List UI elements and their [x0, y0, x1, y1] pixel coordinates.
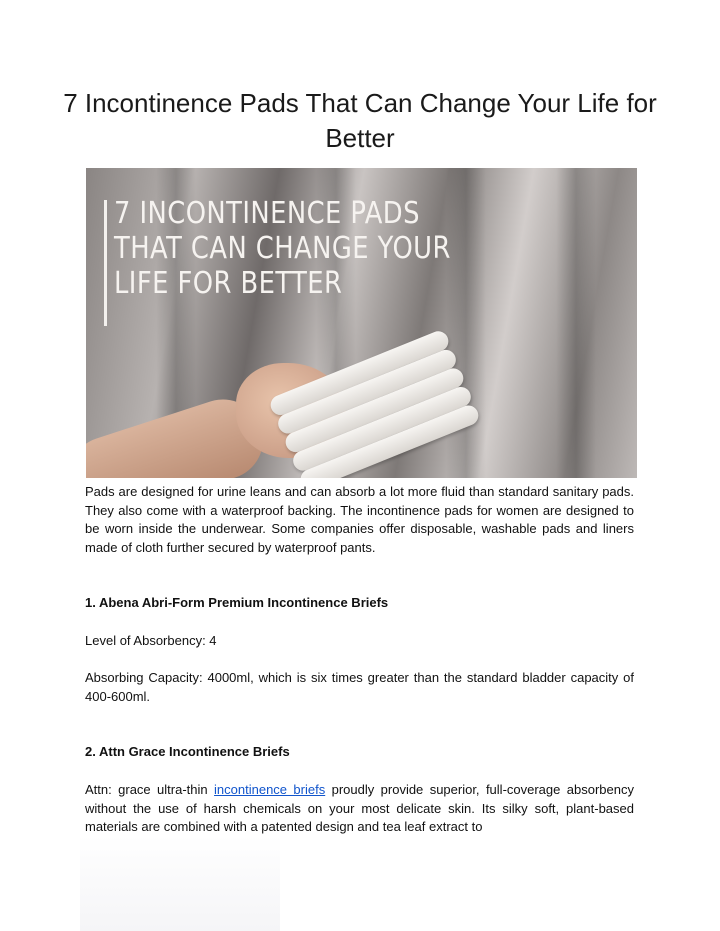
section-heading-2: 2. Attn Grace Incontinence Briefs — [85, 744, 290, 759]
section2-text-before: Attn: grace ultra-thin — [85, 782, 215, 797]
absorbing-capacity: Absorbing Capacity: 4000ml, which is six times greater than the standard bladder capacity of 400-600ml. — [85, 670, 634, 704]
section2-paragraph — [85, 781, 634, 837]
page-title: 7 Incontinence Pads That Can Change Your Life for Better — [63, 88, 657, 153]
section2-text-after: proudly provide superior, full-coverage absorbency without the use of harsh chemicals on your most delicate skin. Its silky soft, plant-based materials are combined with a patented design and tea leaf extract to — [85, 782, 634, 835]
section-heading-1: 1. Abena Abri-Form Premium Incontinence Briefs — [85, 595, 389, 610]
curtain-fold — [556, 168, 596, 478]
hero-headline: 7 INCONTINENCE PADS THAT CAN CHANGE YOUR LIFE FOR BETTER — [114, 196, 451, 301]
absorbency-level: Level of Absorbency: 4 — [85, 633, 217, 648]
intro-paragraph: Pads are designed for urine leans and can absorb a lot more fluid than standard sanitary pads. They also come with a waterproof backing. The incontinence pads for women are designed to be worn inside the underwear. Some companies offer disposable, washable pads and liners made of cloth further secured by waterproof pants. — [85, 484, 634, 555]
hero-image — [86, 168, 637, 478]
scan-shading — [80, 835, 280, 931]
headline-accent-bar — [104, 200, 107, 326]
incontinence-briefs-link[interactable]: incontinence briefs — [214, 782, 326, 797]
